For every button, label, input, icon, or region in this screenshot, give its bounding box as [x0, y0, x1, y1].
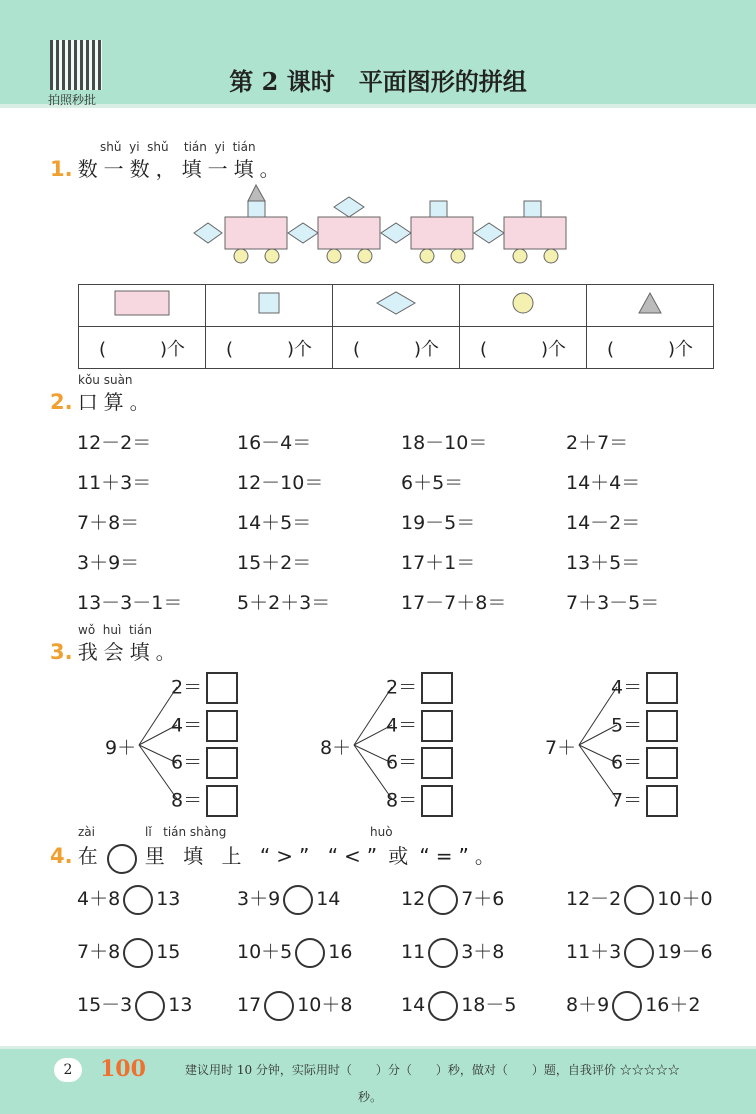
tree-item	[386, 672, 453, 704]
shape-square	[206, 285, 333, 327]
section-text: 我会填。	[77, 640, 182, 664]
item-label: 6＝	[386, 751, 418, 774]
page-number: 2	[54, 1058, 82, 1082]
answer-circle[interactable]	[123, 885, 153, 915]
math-problem[interactable]: 5＋2＋3＝	[237, 592, 331, 614]
answer-circle[interactable]	[624, 885, 654, 915]
left-expr: 14	[401, 994, 426, 1016]
tree-item	[386, 710, 453, 742]
compare-problem	[566, 937, 713, 968]
pinyin: zài	[78, 825, 95, 839]
tree-item	[386, 747, 453, 779]
tree-item	[171, 710, 238, 742]
right-expr: 16＋2	[645, 994, 701, 1016]
tree-item	[611, 785, 678, 817]
math-problem[interactable]: 12－2＝	[77, 432, 152, 454]
item-label: 4＝	[386, 714, 418, 736]
math-problem[interactable]: 15＋2＝	[237, 552, 312, 574]
answer-box[interactable]	[206, 747, 238, 779]
answer-circle[interactable]	[428, 885, 458, 915]
left-expr: 11＋3	[566, 941, 622, 963]
math-problem[interactable]: 14＋5＝	[237, 512, 312, 534]
answer-cell[interactable]: ( )个	[460, 327, 587, 369]
rectangle-shape	[225, 217, 287, 249]
right-expr: 10＋8	[297, 994, 353, 1016]
answer-box[interactable]	[421, 672, 453, 704]
footer-text: 建议用时 10 分钟，实际用时（ ）分（ ）秒，做对（ ）题，自我评价 ☆☆☆☆☆	[185, 1063, 680, 1077]
count-table	[78, 284, 714, 369]
section-number: 2.	[50, 390, 73, 414]
footer-text-2: 秒。	[358, 1090, 383, 1104]
math-problem[interactable]: 11＋3＝	[77, 472, 152, 494]
shape-circle	[460, 285, 587, 327]
right-expr: 19－6	[657, 941, 713, 963]
section-text: 口算。	[77, 390, 156, 414]
math-problem[interactable]: 14＋4＝	[566, 472, 641, 494]
math-problem[interactable]: 17－7＋8＝	[401, 592, 507, 614]
train-illustration	[190, 183, 580, 268]
tree-root: 8＋	[320, 737, 352, 759]
answer-circle[interactable]	[283, 885, 313, 915]
compare-problem	[401, 937, 504, 968]
left-expr: 8＋9	[566, 994, 610, 1016]
math-problem[interactable]: 6＋5＝	[401, 472, 464, 494]
right-expr: 13	[156, 888, 181, 910]
math-problem[interactable]: 7＋8＝	[77, 512, 140, 534]
item-label: 8＝	[386, 789, 418, 811]
left-expr: 10＋5	[237, 941, 293, 963]
right-expr: 7＋6	[461, 888, 505, 910]
compare-problem	[401, 990, 516, 1021]
answer-box[interactable]	[421, 747, 453, 779]
math-problem[interactable]: 18－10＝	[401, 432, 488, 454]
section-text: “=”。	[419, 844, 501, 868]
page-title: 第 2 课时 平面图形的拼组	[229, 67, 527, 96]
pinyin: shǔ yi shǔ tián yi tián	[100, 140, 256, 154]
shape-diamond	[333, 285, 460, 327]
left-expr: 11	[401, 941, 426, 963]
brand-logo: 100	[100, 1056, 146, 1082]
left-expr: 7＋8	[77, 941, 121, 963]
section-4-heading	[50, 840, 501, 874]
section-number: 3.	[50, 640, 73, 664]
shape-triangle	[587, 285, 714, 327]
left-expr: 3＋9	[237, 888, 281, 910]
right-expr: 18－5	[461, 994, 517, 1016]
circle-icon	[107, 844, 137, 874]
right-expr: 3＋8	[461, 941, 505, 963]
compare-problem	[566, 884, 713, 915]
triangle-shape	[248, 185, 265, 201]
math-problem[interactable]: 14－2＝	[566, 512, 641, 534]
math-problem[interactable]: 2＋7＝	[566, 432, 629, 454]
section-1-heading	[50, 153, 286, 182]
math-problem[interactable]: 13＋5＝	[566, 552, 641, 574]
math-problem[interactable]: 7＋3－5＝	[566, 592, 660, 614]
section-number: 4.	[50, 844, 73, 868]
tree-item	[171, 672, 238, 704]
compare-problem	[401, 884, 504, 915]
answer-circle[interactable]	[624, 938, 654, 968]
answer-box[interactable]	[206, 785, 238, 817]
section-text: 里 填 上 “>” “<”	[144, 844, 384, 868]
answer-circle[interactable]	[123, 938, 153, 968]
answer-circle[interactable]	[428, 991, 458, 1021]
answer-circle[interactable]	[264, 991, 294, 1021]
math-problem[interactable]: 17＋1＝	[401, 552, 476, 574]
pinyin: huò	[370, 825, 393, 839]
answer-cell[interactable]: ( )个	[79, 327, 206, 369]
right-expr: 10＋0	[657, 888, 713, 910]
tree-item	[171, 785, 238, 817]
answer-cell[interactable]: ( )个	[333, 327, 460, 369]
answer-circle[interactable]	[135, 991, 165, 1021]
pinyin: wǒ huì tián	[78, 623, 152, 637]
item-label: 2＝	[386, 676, 418, 699]
left-expr: 15－3	[77, 994, 133, 1016]
item-label: 5＝	[611, 714, 643, 736]
item-label: 6＝	[611, 751, 643, 774]
answer-box[interactable]	[421, 710, 453, 742]
item-label: 6＝	[171, 751, 203, 774]
compare-problem	[237, 937, 352, 968]
tree-item	[611, 672, 678, 704]
section-text: 数一数，填一填。	[77, 157, 286, 181]
answer-box[interactable]	[646, 785, 678, 817]
section-number: 1.	[50, 157, 73, 181]
pinyin: kǒu suàn	[78, 373, 133, 387]
item-label: 2＝	[171, 676, 203, 699]
compare-problem	[237, 990, 352, 1021]
math-problem[interactable]: 16－4＝	[237, 432, 312, 454]
tree-root: 9＋	[105, 737, 137, 759]
math-problem[interactable]: 3＋9＝	[77, 552, 140, 574]
answer-circle[interactable]	[428, 938, 458, 968]
item-label: 7＝	[611, 789, 643, 811]
answer-circle[interactable]	[612, 991, 642, 1021]
left-expr: 4＋8	[77, 888, 121, 910]
shape-rectangle	[79, 285, 206, 327]
answer-box[interactable]	[421, 785, 453, 817]
tree-root: 7＋	[545, 737, 577, 759]
answer-cell[interactable]: ( )个	[206, 327, 333, 369]
answer-box[interactable]	[646, 672, 678, 704]
math-problem[interactable]: 12－10＝	[237, 472, 324, 494]
item-label: 4＝	[611, 676, 643, 699]
left-expr: 12－2	[566, 888, 622, 910]
right-expr: 13	[168, 994, 193, 1016]
section-2-heading	[50, 386, 156, 415]
compare-problem	[77, 884, 180, 915]
tree-item	[386, 785, 453, 817]
compare-problem	[77, 990, 192, 1021]
pinyin: lǐ tián shàng	[145, 825, 227, 839]
right-expr: 15	[156, 941, 181, 963]
section-3-heading	[50, 636, 182, 665]
diamond-shape	[194, 223, 222, 243]
section-text: 在	[77, 844, 104, 868]
answer-circle[interactable]	[295, 938, 325, 968]
compare-problem	[566, 990, 700, 1021]
section-text: 或	[388, 844, 415, 868]
answer-box[interactable]	[646, 747, 678, 779]
math-problem[interactable]: 13－3－1＝	[77, 592, 183, 614]
item-label: 8＝	[171, 789, 203, 811]
tree-item	[611, 710, 678, 742]
math-problem[interactable]: 19－5＝	[401, 512, 476, 534]
compare-problem	[77, 937, 180, 968]
answer-box[interactable]	[206, 672, 238, 704]
right-expr: 16	[328, 941, 353, 963]
compare-problem	[237, 884, 340, 915]
answer-cell[interactable]: ( )个	[587, 327, 714, 369]
qr-label: 拍照秒批	[48, 93, 97, 107]
tree-item	[611, 747, 678, 779]
left-expr: 12	[401, 888, 426, 910]
item-label: 4＝	[171, 714, 203, 736]
tree-item	[171, 747, 238, 779]
answer-box[interactable]	[206, 710, 238, 742]
right-expr: 14	[316, 888, 341, 910]
square-shape	[248, 201, 265, 217]
left-expr: 17	[237, 994, 262, 1016]
answer-box[interactable]	[646, 710, 678, 742]
